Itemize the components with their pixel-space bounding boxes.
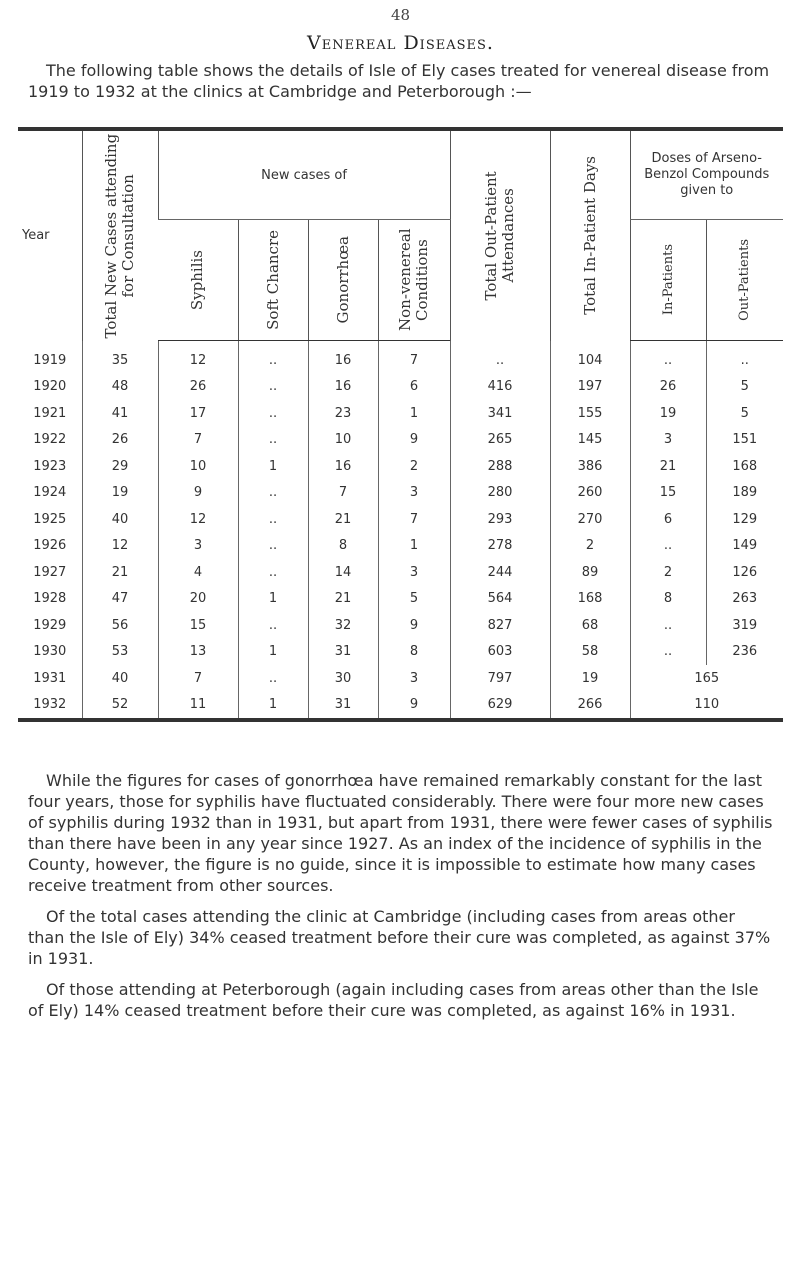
cell-total: 53: [82, 639, 158, 666]
table-row: [18, 665, 783, 692]
cell-dose-merged: 110: [630, 692, 783, 719]
cell-inpat: 168: [550, 586, 630, 613]
cell-outpat: 288: [450, 453, 550, 480]
cell-dose-out: 189: [706, 480, 783, 507]
cell-soft: ..: [238, 506, 308, 533]
cell-gon: 23: [308, 400, 378, 427]
cell-dose-out: 319: [706, 612, 783, 639]
cell-dose-merged: 165: [630, 665, 783, 692]
cell-dose-in: 26: [630, 374, 706, 401]
cell-total: 56: [82, 612, 158, 639]
cell-syphilis: 10: [158, 453, 238, 480]
cell-gon: 16: [308, 341, 378, 374]
cell-syphilis: 11: [158, 692, 238, 719]
cell-year: 1931: [33, 670, 67, 686]
cell-nonven: 8: [378, 639, 450, 666]
cell-soft: ..: [238, 480, 308, 507]
header-total-new-cases: [82, 131, 158, 341]
cell-year: 1930: [33, 644, 67, 660]
cell-outpat: 797: [450, 665, 550, 692]
header-total-new-cases-text: Total New Cases attending for Consultation: [102, 133, 137, 339]
vd-table-wrapper: [18, 127, 783, 722]
cell-nonven: 6: [378, 374, 450, 401]
cell-inpat: 266: [550, 692, 630, 719]
header-syphilis-text: Syphilis: [188, 249, 207, 311]
cell-nonven: 1: [378, 533, 450, 560]
table-row: [18, 586, 783, 613]
cell-total: 29: [82, 453, 158, 480]
cell-dose-in: ..: [630, 639, 706, 666]
cell-year: 1926: [33, 538, 67, 554]
header-soft-chancre: [238, 220, 308, 341]
cell-dose-in: 2: [630, 559, 706, 586]
cell-outpat: 293: [450, 506, 550, 533]
cell-gon: 14: [308, 559, 378, 586]
cell-dose-in: 6: [630, 506, 706, 533]
table-row: [18, 559, 783, 586]
cell-syphilis: 3: [158, 533, 238, 560]
cell-nonven: 3: [378, 559, 450, 586]
table-row: [18, 453, 783, 480]
cell-nonven: 9: [378, 692, 450, 719]
table-row: [18, 692, 783, 719]
cell-inpat: 58: [550, 639, 630, 666]
cell-outpat: ..: [450, 341, 550, 374]
cell-total: 26: [82, 427, 158, 454]
cell-syphilis: 20: [158, 586, 238, 613]
cell-year: 1920: [33, 379, 67, 395]
cell-outpat: 278: [450, 533, 550, 560]
cell-syphilis: 4: [158, 559, 238, 586]
cell-dose-in: 21: [630, 453, 706, 480]
cell-year: 1922: [33, 432, 67, 448]
cell-dose-in: 8: [630, 586, 706, 613]
cell-gon: 21: [308, 586, 378, 613]
cell-outpat: 280: [450, 480, 550, 507]
cell-dose-in: ..: [630, 533, 706, 560]
cell-dose-out: 263: [706, 586, 783, 613]
cell-nonven: 9: [378, 612, 450, 639]
cell-soft: 1: [238, 453, 308, 480]
cell-soft: ..: [238, 400, 308, 427]
cell-dose-in: 15: [630, 480, 706, 507]
header-gonorrhoea-text: Gonorrhœa: [333, 236, 352, 324]
cell-soft: ..: [238, 374, 308, 401]
header-total-out-patient-text: Total Out-Patient Attendances: [482, 171, 517, 301]
cell-outpat: 265: [450, 427, 550, 454]
header-in-patients-text: In-Patients: [660, 244, 676, 316]
header-non-venereal-text: Non-venereal Conditions: [396, 228, 431, 332]
table-bottom-rule: [18, 718, 783, 722]
cell-year: 1928: [33, 591, 67, 607]
cell-year: 1921: [33, 405, 67, 421]
cell-year: 1923: [33, 458, 67, 474]
cell-gon: 16: [308, 374, 378, 401]
cell-total: 48: [82, 374, 158, 401]
cell-gon: 10: [308, 427, 378, 454]
cell-dose-in: ..: [630, 341, 706, 374]
cell-syphilis: 26: [158, 374, 238, 401]
table-row: [18, 533, 783, 560]
body-text: [28, 770, 773, 1031]
cell-gon: 32: [308, 612, 378, 639]
cell-outpat: 564: [450, 586, 550, 613]
cell-total: 35: [82, 341, 158, 374]
cell-inpat: 386: [550, 453, 630, 480]
cell-gon: 8: [308, 533, 378, 560]
cell-inpat: 155: [550, 400, 630, 427]
cell-outpat: 629: [450, 692, 550, 719]
cell-nonven: 3: [378, 665, 450, 692]
cell-dose-out: 5: [706, 400, 783, 427]
cell-dose-out: 129: [706, 506, 783, 533]
header-non-venereal: [378, 220, 450, 341]
header-soft-chancre-text: Soft Chancre: [263, 230, 282, 330]
header-total-out-patient: [450, 131, 550, 341]
cell-soft: 1: [238, 692, 308, 719]
cell-soft: ..: [238, 427, 308, 454]
cell-dose-out: 236: [706, 639, 783, 666]
cell-total: 21: [82, 559, 158, 586]
cell-total: 12: [82, 533, 158, 560]
cell-syphilis: 13: [158, 639, 238, 666]
paragraph-1: While the figures for cases of gonorrhœa have remained remarkably constant for the last four years, those for syphilis have fluctuated considerably. There were four more new cases of syphilis during 1932 than in 1931, but apart from 1931, there were fewer cases of syphilis than there have been in any year since 1927. As an index of the incidence of syphilis in the County, however, the figure is no guide, since it is impossible to estimate how many cases receive treatment from other sources.: [28, 771, 773, 895]
header-doses: Doses of Arseno-Benzol Compounds given to: [630, 131, 783, 220]
cell-nonven: 2: [378, 453, 450, 480]
table-body: [18, 341, 783, 719]
cell-inpat: 145: [550, 427, 630, 454]
cell-soft: ..: [238, 665, 308, 692]
header-out-patients-text: Out-Patients: [737, 239, 753, 321]
header-total-in-patient-text: Total In-Patient Days: [580, 156, 599, 316]
cell-nonven: 9: [378, 427, 450, 454]
paragraph-3: Of those attending at Peterborough (again including cases from areas other than the Isle of Ely) 14% ceased treatment before their cure was completed, as against 16% in 1931.: [28, 980, 759, 1020]
cell-syphilis: 7: [158, 665, 238, 692]
cell-dose-out: 151: [706, 427, 783, 454]
cell-outpat: 416: [450, 374, 550, 401]
cell-inpat: 2: [550, 533, 630, 560]
cell-total: 40: [82, 506, 158, 533]
cell-syphilis: 15: [158, 612, 238, 639]
cell-soft: ..: [238, 533, 308, 560]
cell-soft: ..: [238, 612, 308, 639]
cell-total: 40: [82, 665, 158, 692]
cell-total: 19: [82, 480, 158, 507]
header-syphilis: [158, 220, 238, 341]
cell-total: 41: [82, 400, 158, 427]
cell-gon: 21: [308, 506, 378, 533]
cell-dose-in: ..: [630, 612, 706, 639]
cell-gon: 31: [308, 692, 378, 719]
cell-syphilis: 12: [158, 506, 238, 533]
cell-outpat: 341: [450, 400, 550, 427]
cell-syphilis: 7: [158, 427, 238, 454]
cell-dose-in: 3: [630, 427, 706, 454]
cell-dose-out: ..: [706, 341, 783, 374]
cell-year: 1919: [33, 352, 67, 368]
cell-outpat: 603: [450, 639, 550, 666]
cell-nonven: 1: [378, 400, 450, 427]
page-title: Venereal Diseases.: [307, 32, 494, 54]
cell-year: 1925: [33, 511, 67, 527]
cell-inpat: 19: [550, 665, 630, 692]
cell-year: 1927: [33, 564, 67, 580]
cell-soft: 1: [238, 586, 308, 613]
table-row: [18, 374, 783, 401]
cell-inpat: 68: [550, 612, 630, 639]
table-row: [18, 639, 783, 666]
table-row: [18, 480, 783, 507]
cell-gon: 16: [308, 453, 378, 480]
cell-inpat: 197: [550, 374, 630, 401]
header-gonorrhoea: [308, 220, 378, 341]
cell-dose-out: 149: [706, 533, 783, 560]
intro-text: The following table shows the details of Isle of Ely cases treated for venereal disease from 1919 to 1932 at the clinics at Cambridge and Peterborough :—: [28, 61, 770, 101]
cell-total: 52: [82, 692, 158, 719]
header-total-in-patient: [550, 131, 630, 341]
table-row: [18, 427, 783, 454]
cell-gon: 31: [308, 639, 378, 666]
cell-soft: ..: [238, 341, 308, 374]
header-new-cases-of: New cases of: [158, 131, 450, 220]
cell-nonven: 7: [378, 341, 450, 374]
header-out-patients: [706, 220, 783, 341]
cell-year: 1924: [33, 485, 67, 501]
cell-dose-in: 19: [630, 400, 706, 427]
table-row: [18, 341, 783, 374]
cell-soft: 1: [238, 639, 308, 666]
cell-inpat: 270: [550, 506, 630, 533]
cell-dose-out: 126: [706, 559, 783, 586]
cell-inpat: 89: [550, 559, 630, 586]
table-row: [18, 612, 783, 639]
header-in-patients: [630, 220, 706, 341]
cell-gon: 7: [308, 480, 378, 507]
cell-gon: 30: [308, 665, 378, 692]
paragraph-2: Of the total cases attending the clinic at Cambridge (including cases from areas other than the Isle of Ely) 34% ceased treatment before their cure was completed, as against 37% in 1931.: [28, 907, 771, 968]
cell-syphilis: 17: [158, 400, 238, 427]
cell-nonven: 3: [378, 480, 450, 507]
cell-dose-out: 5: [706, 374, 783, 401]
cell-nonven: 7: [378, 506, 450, 533]
cell-outpat: 827: [450, 612, 550, 639]
intro-paragraph: [28, 60, 773, 102]
cell-inpat: 260: [550, 480, 630, 507]
cell-total: 47: [82, 586, 158, 613]
table-row: [18, 506, 783, 533]
header-year: Year: [22, 228, 50, 244]
cell-soft: ..: [238, 559, 308, 586]
cell-syphilis: 9: [158, 480, 238, 507]
cell-outpat: 244: [450, 559, 550, 586]
cell-year: 1929: [33, 617, 67, 633]
cell-syphilis: 12: [158, 341, 238, 374]
cell-dose-out: 168: [706, 453, 783, 480]
cell-nonven: 5: [378, 586, 450, 613]
cell-inpat: 104: [550, 341, 630, 374]
table-row: [18, 400, 783, 427]
page-number: 48: [390, 6, 411, 24]
cell-year: 1932: [33, 697, 67, 713]
vd-table: [18, 131, 783, 718]
